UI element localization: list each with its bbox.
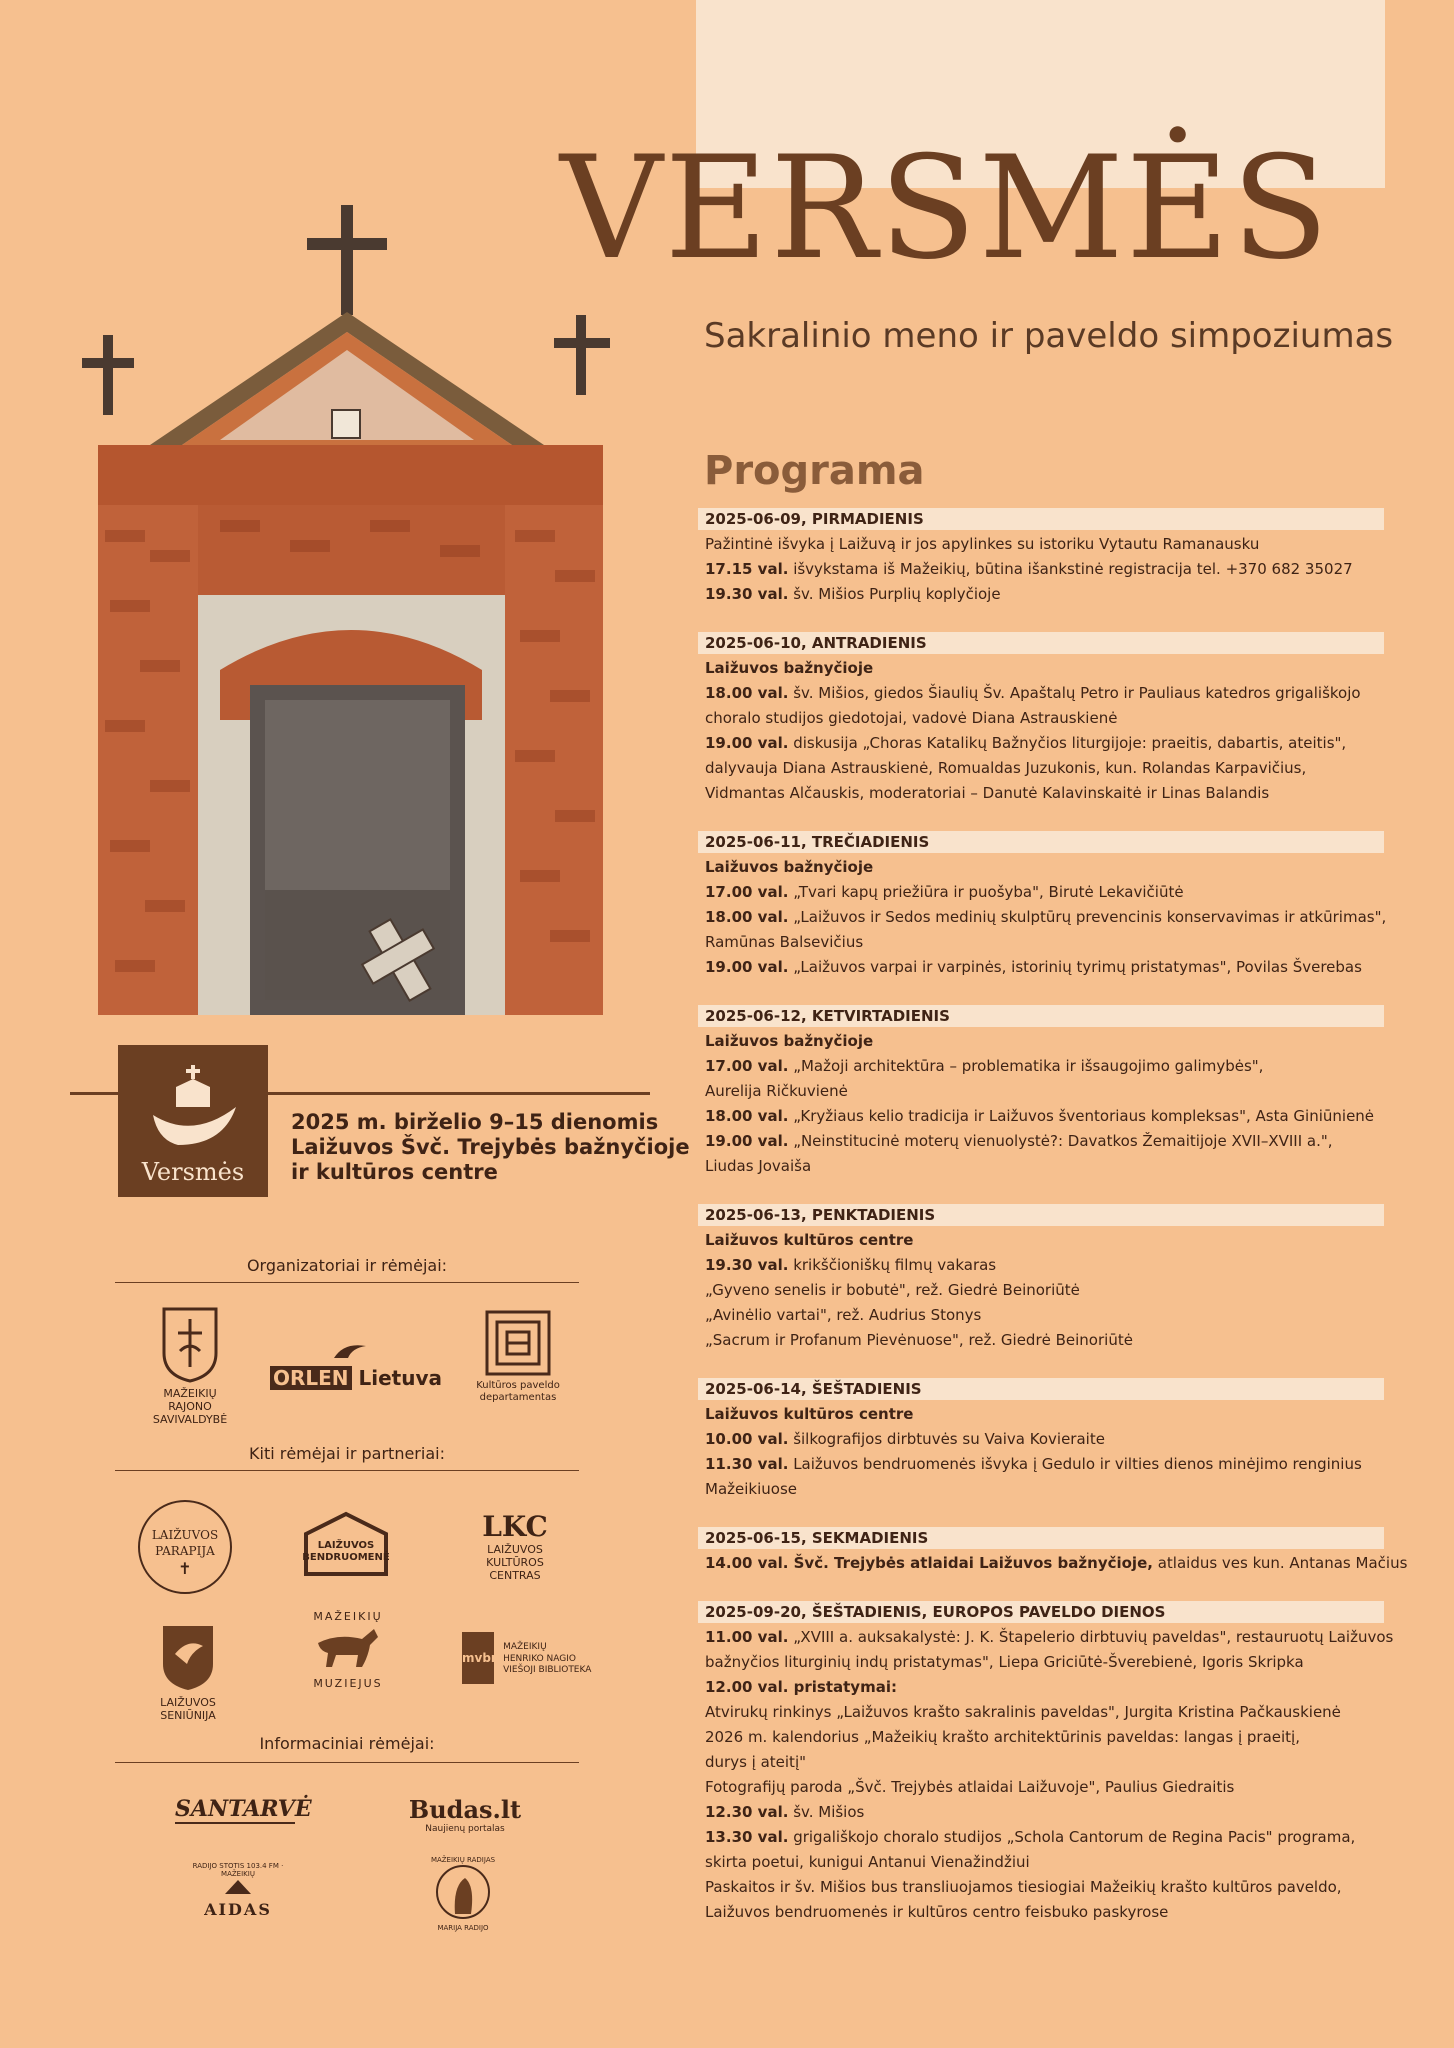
program-line: „Gyveno senelis ir bobutė", rež. Giedrė Beinoriūtė [705, 1281, 1080, 1299]
program-line: Atvirukų rinkinys „Laižuvos krašto sakralinis paveldas", Jurgita Kristina Pačkauskienė [705, 1703, 1341, 1721]
program-day [698, 1601, 1394, 1925]
versmes-logo [118, 1045, 268, 1197]
santarve-logo: SANTARVĖ [175, 1796, 312, 1822]
program-day [698, 831, 1387, 980]
event-venue-centre: ir kultūros centre [291, 1160, 498, 1185]
program-line: 19.30 val. šv. Mišios Purplių koplyčioje [705, 585, 1001, 603]
program-line: Laižuvos kultūros centre [705, 1231, 914, 1249]
program-line: 17.00 val. „Mažoji architektūra – problematika ir išsaugojimo galimybės", [705, 1057, 1264, 1075]
laizuvos-culture-centre-logo: LKC LAIŽUVOS KULTŪROS CENTRAS [482, 1510, 548, 1583]
program-day [698, 632, 1384, 806]
radio-aidas-logo: RADIJO STOTIS 103.4 FM · MAŽEIKIŲ AIDAS [192, 1862, 284, 1919]
mountain-icon [223, 1878, 253, 1896]
program-time: 11.00 val. [705, 1628, 789, 1646]
laizuvos-community-logo: LAIŽUVOS BENDRUOMENĖ [300, 1510, 392, 1582]
program-line: Laižuvos bažnyčioje [705, 1032, 874, 1050]
program-line: 11.30 val. Laižuvos bendruomenės išvyka į Gedulo ir vilties dienos minėjimo renginius [705, 1455, 1362, 1473]
kpd-logo: Kultūros paveldo departamentas [468, 1310, 568, 1404]
program-time: 18.00 val. [705, 908, 789, 926]
svg-text:Versmės: Versmės [141, 1158, 245, 1186]
program-time: 17.15 val. [705, 560, 789, 578]
program-line: 12.30 val. šv. Mišios [705, 1803, 865, 1821]
program-time: 19.00 val. [705, 1132, 789, 1150]
program-time: 13.30 val. [705, 1828, 789, 1846]
program-day [698, 508, 1384, 607]
program-line: dalyvauja Diana Astrauskienė, Romualdas Juzukonis, kun. Rolandas Karpavičius, [705, 759, 1307, 777]
program-line: Laižuvos bendruomenės ir kultūros centro feisbuko paskyrose [705, 1903, 1169, 1921]
bird-shield-icon [159, 1622, 217, 1692]
mazeikiai-library-logo: mvbm MAŽEIKIŲ HENRIKO NAGIO VIEŠOJI BIBLIOTEKA [462, 1632, 592, 1684]
program-line: 11.00 val. „XVIII a. auksakalystė: J. K. Štapelerio dirbtuvių paveldas", restauruotų Laižuvos [705, 1628, 1394, 1646]
cross-icon: ✝ [178, 1559, 192, 1579]
program-time: 17.00 val. [705, 1057, 789, 1075]
organizers-label: Organizatoriai ir rėmėjai: [246, 1256, 448, 1275]
program-day-header: 2025-06-13, PENKTADIENIS [698, 1204, 1384, 1226]
program-line: choralo studijos giedotojai, vadovė Diana Astrauskienė [705, 709, 1118, 727]
program-line: 19.30 val. krikščioniškų filmų vakaras [705, 1256, 997, 1274]
program-line: Vidmantas Alčauskis, moderatoriai – Danutė Kalavinskaitė ir Linas Balandis [705, 784, 1270, 802]
program-time: 19.30 val. [705, 1256, 789, 1274]
program-time: 19.00 val. [705, 734, 789, 752]
info-sponsors-label: Informaciniai rėmėjai: [259, 1734, 435, 1753]
program-time: 17.00 val. [705, 883, 789, 901]
program-day-header: 2025-06-14, ŠEŠTADIENIS [698, 1378, 1384, 1400]
partners-label: Kiti rėmėjai ir partneriai: [249, 1444, 445, 1463]
program-day [698, 1005, 1384, 1179]
organizers-rule [115, 1282, 579, 1283]
program-line: 14.00 val. Švč. Trejybės atlaidai Laižuvos bažnyčioje, atlaidus ves kun. Antanas Mačius [705, 1554, 1408, 1572]
program-line: Laižuvos kultūros centre [705, 1405, 914, 1423]
program-line: 18.00 val. šv. Mišios, giedos Šiaulių Šv. Apaštalų Petro ir Pauliaus katedros grigališkojo [705, 684, 1361, 702]
program-list [698, 508, 1408, 1950]
program-line: „Sacrum ir Profanum Pievėnuose", rež. Giedrė Beinoriūtė [705, 1331, 1133, 1349]
chapel-illustration [70, 200, 660, 1100]
program-line: 18.00 val. „Kryžiaus kelio tradicija ir Laižuvos šventoriaus kompleksas", Asta Giniūnienė [705, 1107, 1375, 1125]
info-sponsors-rule [115, 1762, 579, 1763]
program-time: 19.00 val. [705, 958, 789, 976]
program-day-header: 2025-06-10, ANTRADIENIS [698, 632, 1384, 654]
program-time: 18.00 val. [705, 1107, 789, 1125]
program-line: 12.00 val. pristatymai: [705, 1678, 897, 1696]
program-line: Mažeikiuose [705, 1480, 797, 1498]
program-time: 19.30 val. [705, 585, 789, 603]
program-line: Paskaitos ir šv. Mišios bus transliuojamos tiesiogiai Mažeikių krašto kultūros paveldo, [705, 1878, 1342, 1896]
program-time: 18.00 val. [705, 684, 789, 702]
program-line: 19.00 val. diskusija „Choras Katalikų Bažnyčios liturgijoje: praeitis, dabartis, ateitis", [705, 734, 1347, 752]
program-line: 19.00 val. „Neinstitucinė moterų vienuolystė?: Davatkos Žemaitijoje XVII–XVIII a.", [705, 1132, 1333, 1150]
mazeikiai-municipality-logo: MAŽEIKIŲ RAJONO SAVIVALDYBĖ [130, 1305, 250, 1427]
program-day-header: 2025-06-09, PIRMADIENIS [698, 508, 1384, 530]
program-time: 11.30 val. [705, 1455, 789, 1473]
program-line: Laižuvos bažnyčioje [705, 659, 874, 677]
program-line: Laižuvos bažnyčioje [705, 858, 874, 876]
poster-subtitle: Sakralinio meno ir paveldo simpoziumas [704, 316, 1394, 356]
program-time: 10.00 val. [705, 1430, 789, 1448]
event-venue-church: Laižuvos Švč. Trejybės bažnyčioje [291, 1135, 690, 1160]
chapel-logo-icon [153, 1065, 236, 1145]
program-line: 17.00 val. „Tvari kapų priežiūra ir puošyba", Birutė Lekavičiūtė [705, 883, 1184, 901]
program-day-header: 2025-09-20, ŠEŠTADIENIS, EUROPOS PAVELDO DIENOS [698, 1601, 1384, 1623]
partners-rule [115, 1470, 579, 1471]
poster-title: VERSMĖS [560, 126, 1331, 291]
orlen-bird-icon [330, 1340, 370, 1362]
budas-logo: Budas.lt Naujienų portalas [408, 1795, 522, 1834]
program-line: 2026 m. kalendorius „Mažeikių krašto architektūrinis paveldas: langas į praeitį, [705, 1728, 1300, 1746]
program-line: 17.15 val. išvykstama iš Mažeikių, būtina išankstinė registracija tel. +370 682 35027 [705, 560, 1353, 578]
program-line: Aurelija Ričkuvienė [705, 1082, 848, 1100]
program-line: 13.30 val. grigališkojo choralo studijos „Schola Cantorum de Regina Pacis" programa, [705, 1828, 1356, 1846]
marija-radio-logo: MAŽEIKIŲ RADIJAS MARIJA RADIJO [430, 1856, 496, 1932]
program-day-header: 2025-06-11, TREČIADIENIS [698, 831, 1384, 853]
program-line: 10.00 val. šilkografijos dirbtuvės su Vaiva Kovieraite [705, 1430, 1105, 1448]
madonna-icon [435, 1864, 491, 1920]
program-line: 19.00 val. „Laižuvos varpai ir varpinės, istorinių tyrimų pristatymas", Povilas Šverebas [705, 958, 1362, 976]
event-info [291, 1110, 690, 1186]
program-title: Programa [704, 448, 925, 494]
orlen-lietuva-logo: ORLEN Lietuva [270, 1340, 430, 1390]
program-day [698, 1527, 1408, 1576]
heritage-square-icon [485, 1310, 551, 1376]
program-line: 18.00 val. „Laižuvos ir Sedos medinių skulptūrų prevencinis konservavimas ir atkūrimas", [705, 908, 1387, 926]
horse-figurine-icon [308, 1623, 388, 1673]
program-line: Ramūnas Balsevičius [705, 933, 864, 951]
program-line: Pažintinė išvyka į Laižuvą ir jos apylinkes su istoriku Vytautu Ramanausku [705, 535, 1260, 553]
program-line: „Avinėlio vartai", rež. Audrius Stonys [705, 1306, 982, 1324]
program-day-header: 2025-06-12, KETVIRTADIENIS [698, 1005, 1384, 1027]
program-day [698, 1204, 1384, 1353]
program-line: Liudas Jovaiša [705, 1157, 812, 1175]
program-line: skirta poetui, kunigui Antanui Vienažindžiui [705, 1853, 1030, 1871]
event-dates: 2025 m. birželio 9–15 dienomis [291, 1110, 659, 1134]
laizuvos-parish-logo: LAIŽUVOS PARAPIJA ✝ [138, 1500, 232, 1594]
mazeikiai-museum-logo: MAŽEIKIŲ MUZIEJUS [298, 1610, 398, 1690]
program-day [698, 1378, 1384, 1502]
program-day-header: 2025-06-15, SEKMADIENIS [698, 1527, 1384, 1549]
program-time: 12.30 val. [705, 1803, 789, 1821]
laizuvos-eldership-logo: LAIŽUVOS SENIŪNIJA [140, 1622, 236, 1722]
program-line: Fotografijų paroda „Švč. Trejybės atlaidai Laižuvoje", Paulius Giedraitis [705, 1778, 1235, 1796]
program-time: 14.00 val. Švč. Trejybės atlaidai Laižuvos bažnyčioje, [705, 1554, 1153, 1572]
coat-of-arms-icon [160, 1305, 220, 1383]
program-line: bažnyčios liturginių indų pristatymas", Liepa Griciūtė-Šverebienė, Igoris Skripka [705, 1653, 1304, 1671]
program-line: durys į ateitį" [705, 1753, 807, 1771]
